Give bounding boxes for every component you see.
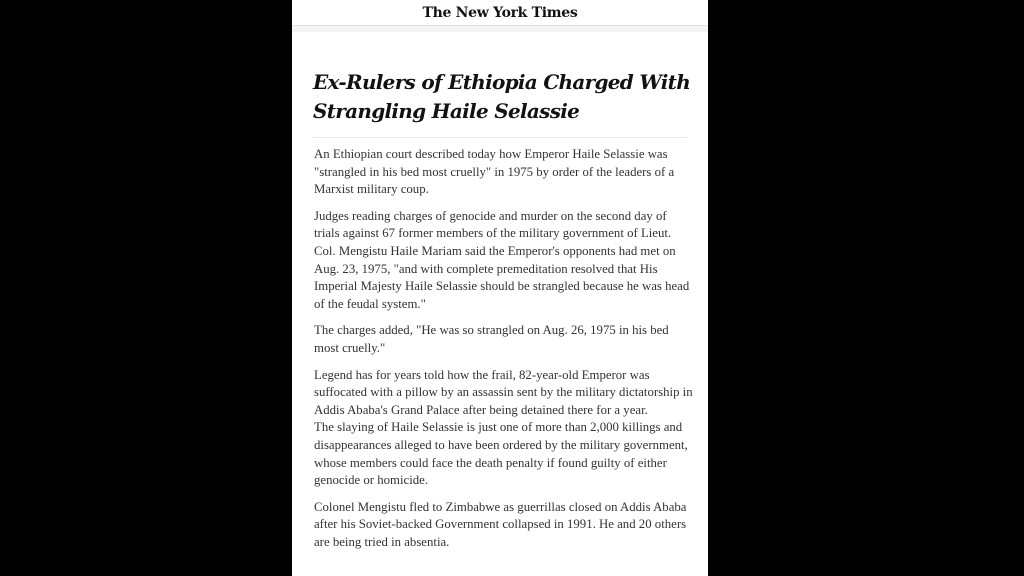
article-paragraph: Legend has for years told how the frail, 82-year-old Emperor was suffocated with a pillow by an assassin sent by the military dictatorship in Addis Ababa's Grand Palace after being detained there for a year. <box>314 367 693 417</box>
article-paragraph: Colonel Mengistu fled to Zimbabwe as guerrillas closed on Addis Ababa after his Soviet-backed Government collapsed in 1991. He and 20 others are being tried in absentia. <box>314 499 687 549</box>
masthead-divider <box>292 26 708 32</box>
article-paragraph: Judges reading charges of genocide and murder on the second day of trials against 67 former members of the military government of Lieut. Col. Mengistu Haile Mariam said the Emperor's opponents had met on Aug. 23, 1975, "and with complete premeditation resolved that His Imperial Majesty Haile Selassie should be strangled because he was head of the feudal system." <box>314 208 690 311</box>
headline-divider <box>313 137 687 138</box>
nyt-logo[interactable]: The New York Times <box>422 4 578 21</box>
article-body <box>314 146 694 560</box>
article-paragraph: The charges added, "He was so strangled on Aug. 26, 1975 in his bed most cruelly." <box>314 323 669 355</box>
article-paragraph: An Ethiopian court described today how Emperor Haile Selassie was "strangled in his bed most cruelly" in 1975 by order of the leaders of a Marxist military coup. <box>314 147 675 197</box>
article-headline: Ex-Rulers of Ethiopia Charged With Strangling Haile Selassie <box>313 70 691 123</box>
article-paragraph: The slaying of Haile Selassie is just one of more than 2,000 killings and disappearances alleged to have been ordered by the military government, whose members could face the death penalty if found guilty of either genocide or homicide. <box>314 420 688 488</box>
masthead <box>292 0 708 26</box>
article-page <box>292 0 708 576</box>
